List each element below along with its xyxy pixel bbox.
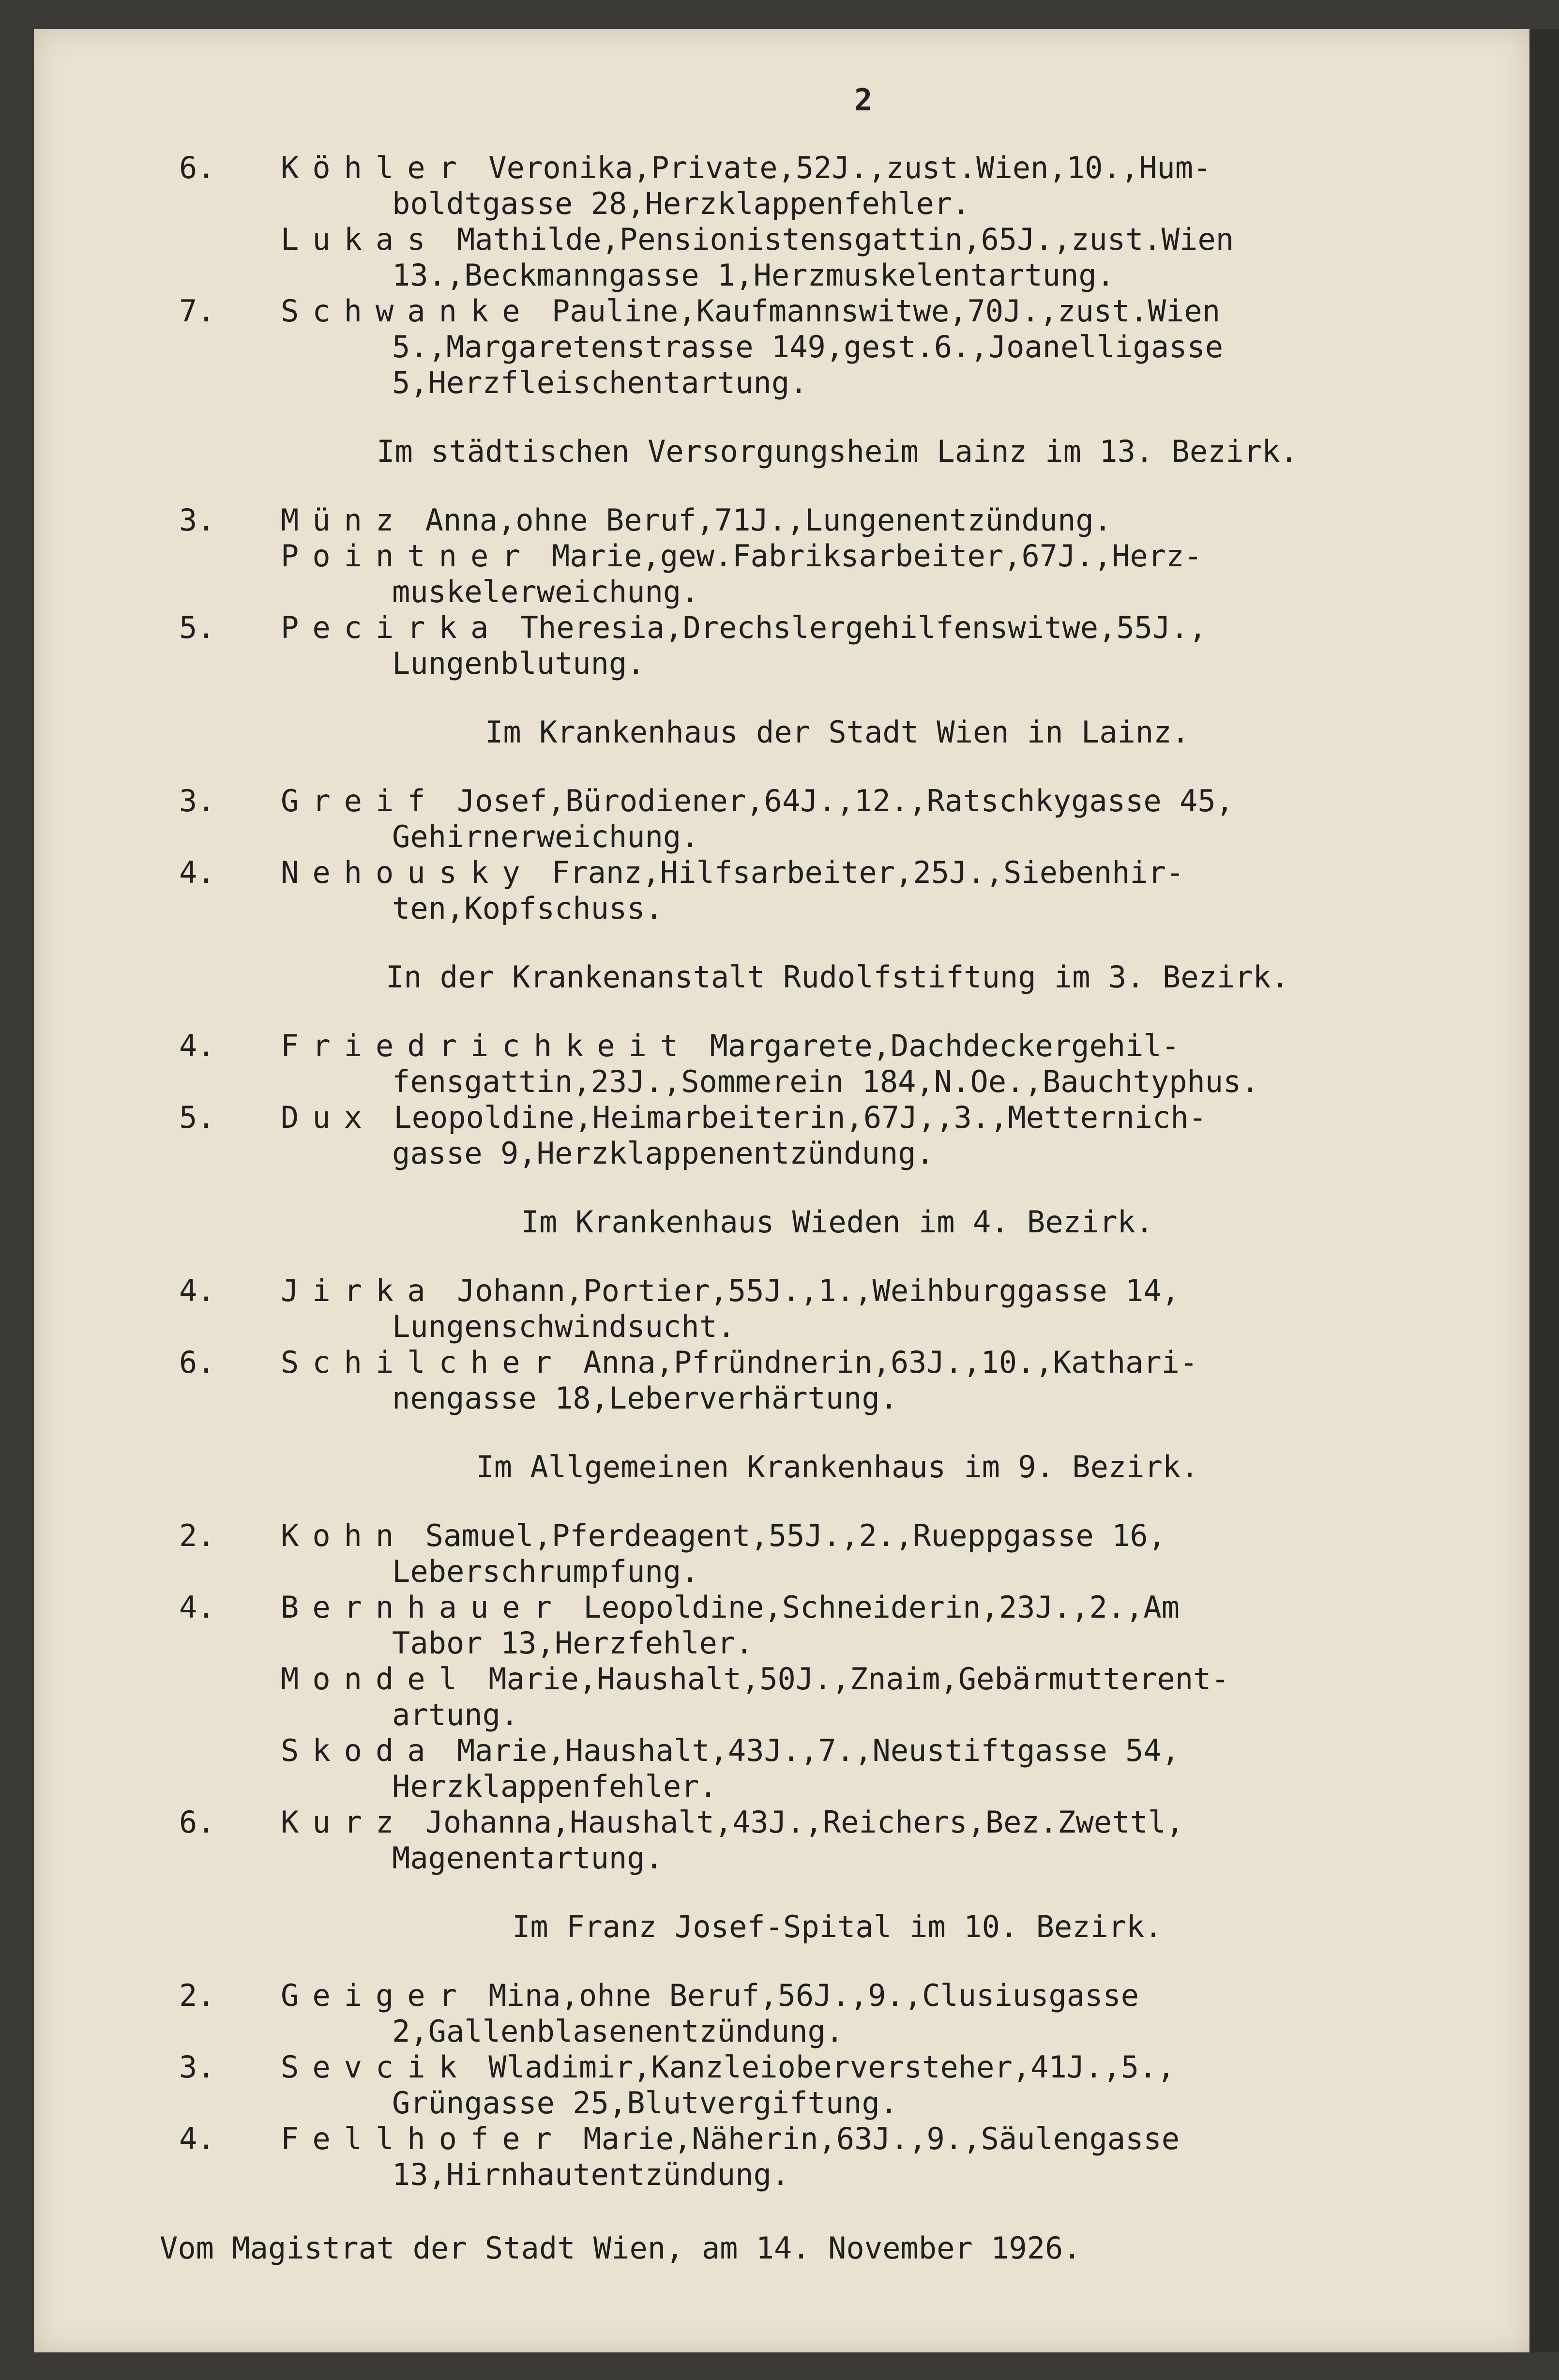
entry-surname: Jirka [281, 1273, 439, 1308]
entry-surname: Kohn [281, 1518, 408, 1553]
entry-number: 4. [179, 2121, 215, 2156]
entry-continuation-line: Lungenschwindsucht. [392, 1309, 736, 1344]
entry-first-line [281, 1100, 1418, 1136]
entry-number: 4. [179, 855, 215, 890]
entry-details: Marie,Haushalt,50J.,Znaim,Gebärmutterent- [470, 1661, 1229, 1697]
entry-details: Anna,Pfründnerin,63J.,10.,Kathari- [565, 1345, 1198, 1380]
death-record-entry [160, 1100, 1418, 1171]
entry-surname: Schwanke [281, 293, 534, 329]
entry-details: Mina,ohne Beruf,56J.,9.,Clusiusgasse [470, 1978, 1139, 2013]
entry-first-line [281, 1661, 1418, 1697]
document-body [160, 150, 1418, 2266]
section-heading: Im Allgemeinen Krankenhaus im 9. Bezirk. [476, 1449, 1199, 1485]
entry-continuation-line: 13,Hirnhautentzündung. [392, 2157, 790, 2192]
entry-first-line [281, 1804, 1418, 1840]
entry-continuation-line: 5,Herzfleischentartung. [392, 365, 808, 400]
entry-surname: Sevcik [281, 2049, 470, 2085]
entry-number: 5. [179, 1100, 215, 1135]
entry-details: Veronika,Private,52J.,zust.Wien,10.,Hum- [470, 150, 1211, 185]
entry-details: Leopoldine,Heimarbeiterin,67J,,3.,Metternich- [375, 1100, 1207, 1135]
entry-details: Marie,Haushalt,43J.,7.,Neustiftgasse 54, [439, 1733, 1180, 1768]
death-record-entry [160, 1028, 1418, 1100]
entry-continuation-line: Leberschrumpfung. [392, 1554, 699, 1589]
entry-number: 5. [179, 610, 215, 645]
entry-first-line [281, 538, 1418, 574]
entry-details: Johann,Portier,55J.,1.,Weihburggasse 14, [439, 1273, 1180, 1308]
entry-surname: Nehousky [281, 855, 534, 890]
entry-first-line [281, 783, 1418, 819]
entry-number: 6. [179, 1345, 215, 1380]
entry-surname: Münz [281, 502, 408, 538]
entry-surname: Fellhofer [281, 2121, 565, 2156]
death-record-entry [160, 1978, 1418, 2049]
entry-first-line [281, 2121, 1418, 2157]
entry-number: 3. [179, 502, 215, 538]
death-record-entry [160, 538, 1418, 610]
entry-first-line [281, 150, 1418, 186]
death-record-entry [160, 610, 1418, 682]
entry-details: Mathilde,Pensionistensgattin,65J.,zust.Wien [439, 222, 1234, 257]
signature-line: Vom Magistrat der Stadt Wien, am 14. November 1926. [160, 2230, 1081, 2266]
death-record-entry [160, 222, 1418, 293]
entry-number: 6. [179, 1804, 215, 1840]
entry-details: Theresia,Drechslergehilfenswitwe,55J., [502, 610, 1207, 645]
entry-surname: Pointner [281, 538, 534, 574]
entry-number: 6. [179, 150, 215, 185]
entry-first-line [281, 1590, 1418, 1625]
entry-continuation-line: ten,Kopfschuss. [392, 891, 663, 926]
entry-continuation-line: muskelerweichung. [392, 574, 699, 609]
entry-continuation-line: gasse 9,Herzklappenentzündung. [392, 1136, 934, 1171]
entry-continuation-line: Herzklappenfehler. [392, 1769, 717, 1804]
entry-details: Anna,ohne Beruf,71J.,Lungenentzündung. [407, 502, 1112, 538]
entry-details: Josef,Bürodiener,64J.,12.,Ratschkygasse 45, [439, 783, 1234, 819]
entry-continuation-line: 13.,Beckmanngasse 1,Herzmuskelentartung. [392, 258, 1115, 293]
section-heading: Im Franz Josef-Spital im 10. Bezirk. [512, 1909, 1163, 1944]
death-record-entry [160, 1661, 1418, 1733]
entry-continuation-line: 5.,Margaretenstrasse 149,gest.6.,Joanelligasse [392, 329, 1224, 364]
death-record-entry [160, 1590, 1418, 1661]
entry-number: 4. [179, 1028, 215, 1063]
entry-first-line [281, 1028, 1418, 1064]
entry-number: 3. [179, 2049, 215, 2085]
entry-surname: Greif [281, 783, 439, 819]
death-record-entry [160, 293, 1418, 401]
entry-continuation-line: artung. [392, 1697, 519, 1732]
death-record-entry [160, 1345, 1418, 1416]
death-record-entry [160, 1273, 1418, 1345]
entry-continuation-line: Gehirnerweichung. [392, 819, 699, 854]
entry-surname: Skoda [281, 1733, 439, 1768]
entry-surname: Mondel [281, 1661, 470, 1697]
entry-number: 2. [179, 1978, 215, 2013]
death-record-entry [160, 2049, 1418, 2121]
entry-details: Marie,Näherin,63J.,9.,Säulengasse [565, 2121, 1180, 2156]
entry-continuation-line: 2,Gallenblasenentzündung. [392, 2014, 844, 2049]
entry-details: Margarete,Dachdeckergehil- [692, 1028, 1180, 1063]
entry-number: 3. [179, 783, 215, 819]
entry-first-line [281, 1733, 1418, 1769]
death-record-entry [160, 1804, 1418, 1876]
entry-continuation-line: Lungenblutung. [392, 646, 645, 681]
entry-details: Johanna,Haushalt,43J.,Reichers,Bez.Zwettl, [407, 1804, 1184, 1840]
entry-first-line [281, 222, 1418, 258]
death-record-entry [160, 855, 1418, 926]
entry-details: Marie,gew.Fabriksarbeiter,67J.,Herz- [533, 538, 1202, 574]
entry-details: Wladimir,Kanzleioberversteher,41J.,5., [470, 2049, 1175, 2085]
entry-continuation-line: nengasse 18,Leberverhärtung. [392, 1380, 898, 1416]
entry-details: Samuel,Pferdeagent,55J.,2.,Rueppgasse 16, [407, 1518, 1166, 1553]
entry-first-line [281, 1518, 1418, 1554]
page-edge [1529, 29, 1559, 2352]
death-record-entry [160, 783, 1418, 855]
entry-first-line [281, 1273, 1418, 1309]
entry-continuation-line: boldtgasse 28,Herzklappenfehler. [392, 186, 970, 221]
page-number: 2 [854, 82, 873, 118]
entry-first-line [281, 2049, 1418, 2085]
entry-number: 4. [179, 1590, 215, 1625]
entry-surname: Bernhauer [281, 1590, 565, 1625]
entry-first-line [281, 502, 1418, 538]
entry-continuation-line: Magenentartung. [392, 1840, 663, 1876]
section-heading: Im Krankenhaus Wieden im 4. Bezirk. [521, 1204, 1154, 1240]
death-record-entry [160, 2121, 1418, 2193]
section-heading: In der Krankenanstalt Rudolfstiftung im 3. Bezirk. [385, 959, 1289, 995]
entry-surname: Geiger [281, 1978, 470, 2013]
entry-first-line [281, 293, 1418, 329]
entry-number: 2. [179, 1518, 215, 1553]
entry-continuation-line: fensgattin,23J.,Sommerein 184,N.Oe.,Bauchtyphus. [392, 1064, 1259, 1099]
entry-details: Leopoldine,Schneiderin,23J.,2.,Am [565, 1590, 1180, 1625]
entry-surname: Lukas [281, 222, 439, 257]
death-record-entry [160, 502, 1418, 538]
death-record-entry [160, 1518, 1418, 1590]
entry-continuation-line: Grüngasse 25,Blutvergiftung. [392, 2085, 898, 2121]
death-record-entry [160, 150, 1418, 222]
entry-surname: Pecirka [281, 610, 502, 645]
entry-surname: Schilcher [281, 1345, 565, 1380]
entry-number: 7. [179, 293, 215, 329]
entry-surname: Dux [281, 1100, 376, 1135]
entry-number: 4. [179, 1273, 215, 1308]
entry-first-line [281, 610, 1418, 646]
section-heading: Im Krankenhaus der Stadt Wien in Lainz. [485, 714, 1190, 750]
entry-surname: Friedrichkeit [281, 1028, 692, 1063]
entry-first-line [281, 1978, 1418, 2014]
entry-continuation-line: Tabor 13,Herzfehler. [392, 1625, 754, 1661]
entry-details: Pauline,Kaufmannswitwe,70J.,zust.Wien [533, 293, 1221, 329]
death-record-entry [160, 1733, 1418, 1804]
entry-first-line [281, 855, 1418, 891]
entry-surname: Köhler [281, 150, 470, 185]
entry-details: Franz,Hilfsarbeiter,25J.,Siebenhir- [533, 855, 1184, 890]
section-heading: Im städtischen Versorgungsheim Lainz im 13. Bezirk. [377, 434, 1298, 469]
entry-surname: Kurz [281, 1804, 408, 1840]
entry-first-line [281, 1345, 1418, 1380]
